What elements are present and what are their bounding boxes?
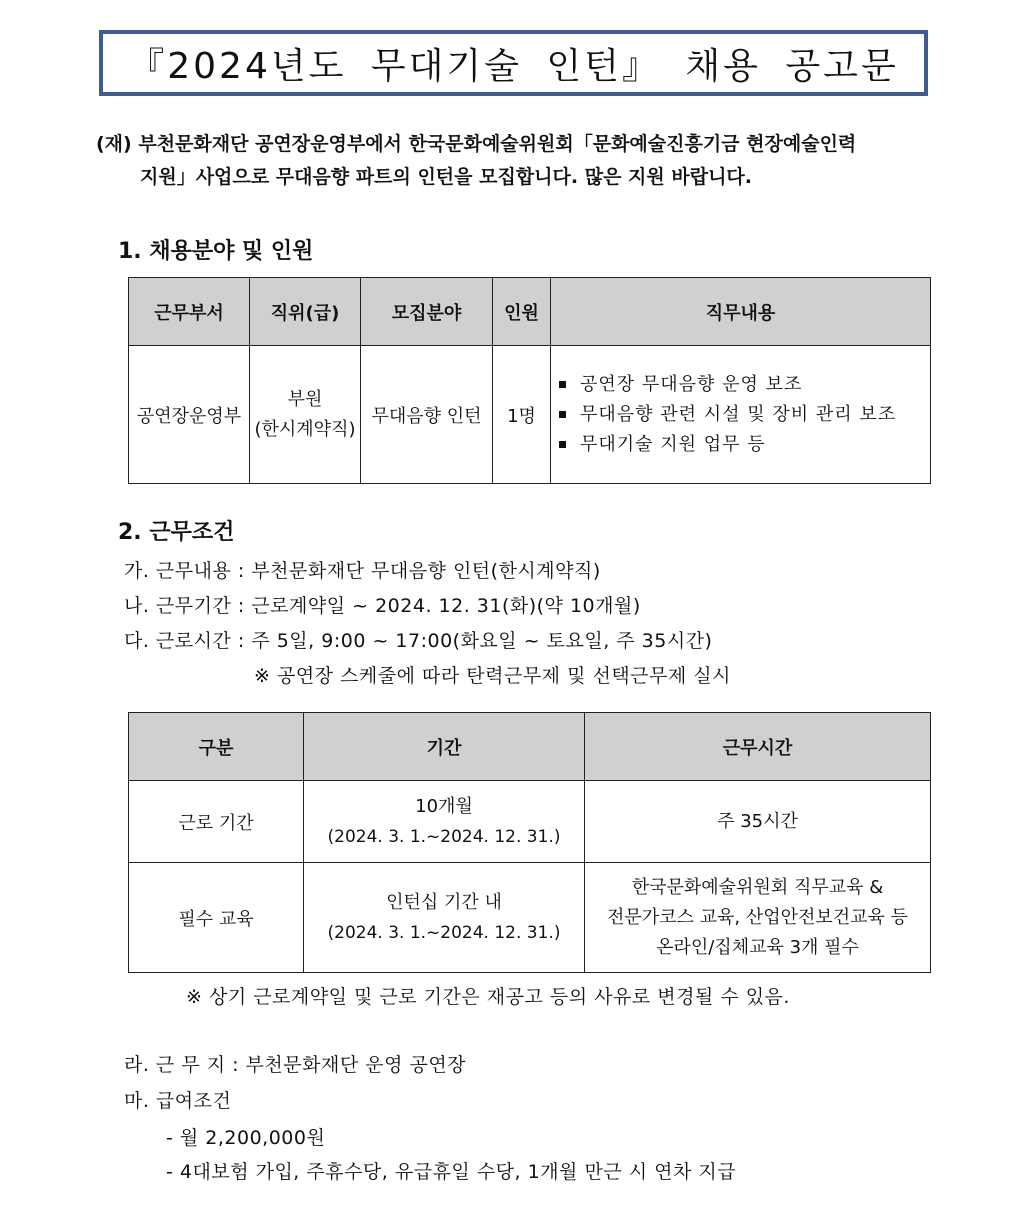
page-title <box>99 30 928 96</box>
intro-line-2: 지원」사업으로 무대음향 파트의 인턴을 모집합니다. 많은 지원 바랍니다. <box>140 166 753 188</box>
table-note: ※ 상기 근로계약일 및 근로 기간은 재공고 등의 사유로 변경될 수 있음. <box>186 986 790 1008</box>
cell-hours <box>585 781 931 863</box>
hours-line-1: 주 35시간 <box>717 810 798 832</box>
period-line-2: (2024. 3. 1.~2024. 12. 31.) <box>327 922 561 943</box>
hours-line-3: 온라인/집체교육 3개 필수 <box>656 936 859 958</box>
cell-label: 근로 기간 <box>129 781 304 863</box>
hours-line-1: 한국문화예술위원회 직무교육 & <box>631 876 884 898</box>
header-position: 직위(급) <box>250 278 361 346</box>
condition-item-1: 가. 근무내용 : 부천문화재단 무대음향 인턴(한시계약직) <box>124 560 601 582</box>
header-dept: 근무부서 <box>129 278 250 346</box>
table-row <box>129 863 931 973</box>
flex-work-note: ※ 공연장 스케줄에 따라 탄력근무제 및 선택근무제 실시 <box>254 665 731 687</box>
cell-period <box>304 863 585 973</box>
bullet-square-icon <box>559 441 566 448</box>
salary-item-1: - 월 2,200,000원 <box>166 1127 326 1149</box>
header-category: 구분 <box>129 713 304 781</box>
bullet-square-icon <box>559 381 566 388</box>
header-period: 기간 <box>304 713 585 781</box>
duty-text: 공연장 무대음향 운영 보조 <box>580 373 803 395</box>
list-item <box>559 400 930 430</box>
cell-dept: 공연장운영부 <box>129 346 250 484</box>
cell-period <box>304 781 585 863</box>
hours-line-2: 전문가코스 교육, 산업안전보건교육 등 <box>606 906 909 928</box>
intro-paragraph <box>96 128 976 194</box>
position-line-2: (한시계약직) <box>254 418 356 440</box>
period-line-1: 인턴십 기간 내 <box>386 891 502 913</box>
section-1-heading: 1. 채용분야 및 인원 <box>118 239 314 264</box>
table-row <box>129 781 931 863</box>
salary-heading: 마. 급여조건 <box>124 1090 232 1112</box>
header-field: 모집분야 <box>361 278 493 346</box>
cell-hours <box>585 863 931 973</box>
salary-item-2: - 4대보험 가입, 주휴수당, 유급휴일 수당, 1개월 만근 시 연차 지급 <box>166 1161 737 1183</box>
work-period-table <box>128 712 931 973</box>
cell-label: 필수 교육 <box>129 863 304 973</box>
header-count: 인원 <box>493 278 551 346</box>
cell-position <box>250 346 361 484</box>
cell-field: 무대음향 인턴 <box>361 346 493 484</box>
page-title-text: 『2024년도 무대기술 인턴』 채용 공고문 <box>128 45 899 87</box>
period-line-2: (2024. 3. 1.~2024. 12. 31.) <box>327 826 561 847</box>
condition-item-2: 나. 근무기간 : 근로계약일 ~ 2024. 12. 31(화)(약 10개월) <box>124 595 641 617</box>
work-location: 라. 근 무 지 : 부천문화재단 운영 공연장 <box>124 1054 467 1076</box>
duties-list <box>551 370 930 460</box>
period-line-1: 10개월 <box>415 795 473 817</box>
duty-text: 무대음향 관련 시설 및 장비 관리 보조 <box>580 403 897 425</box>
cell-count: 1명 <box>493 346 551 484</box>
condition-item-3: 다. 근로시간 : 주 5일, 9:00 ~ 17:00(화요일 ~ 토요일, 주 35시간) <box>124 630 713 652</box>
position-line-1: 부원 <box>287 388 323 410</box>
bullet-square-icon <box>559 411 566 418</box>
list-item <box>559 430 930 460</box>
header-hours: 근무시간 <box>585 713 931 781</box>
header-duties: 직무내용 <box>551 278 931 346</box>
duty-text: 무대기술 지원 업무 등 <box>580 433 766 455</box>
list-item <box>559 370 930 400</box>
intro-line-1: (재) 부천문화재단 공연장운영부에서 한국문화예술위원회「문화예술진흥기금 현장예술인력 <box>96 133 857 155</box>
cell-duties <box>551 346 931 484</box>
section-2-heading: 2. 근무조건 <box>118 520 235 545</box>
recruitment-table <box>128 277 931 484</box>
